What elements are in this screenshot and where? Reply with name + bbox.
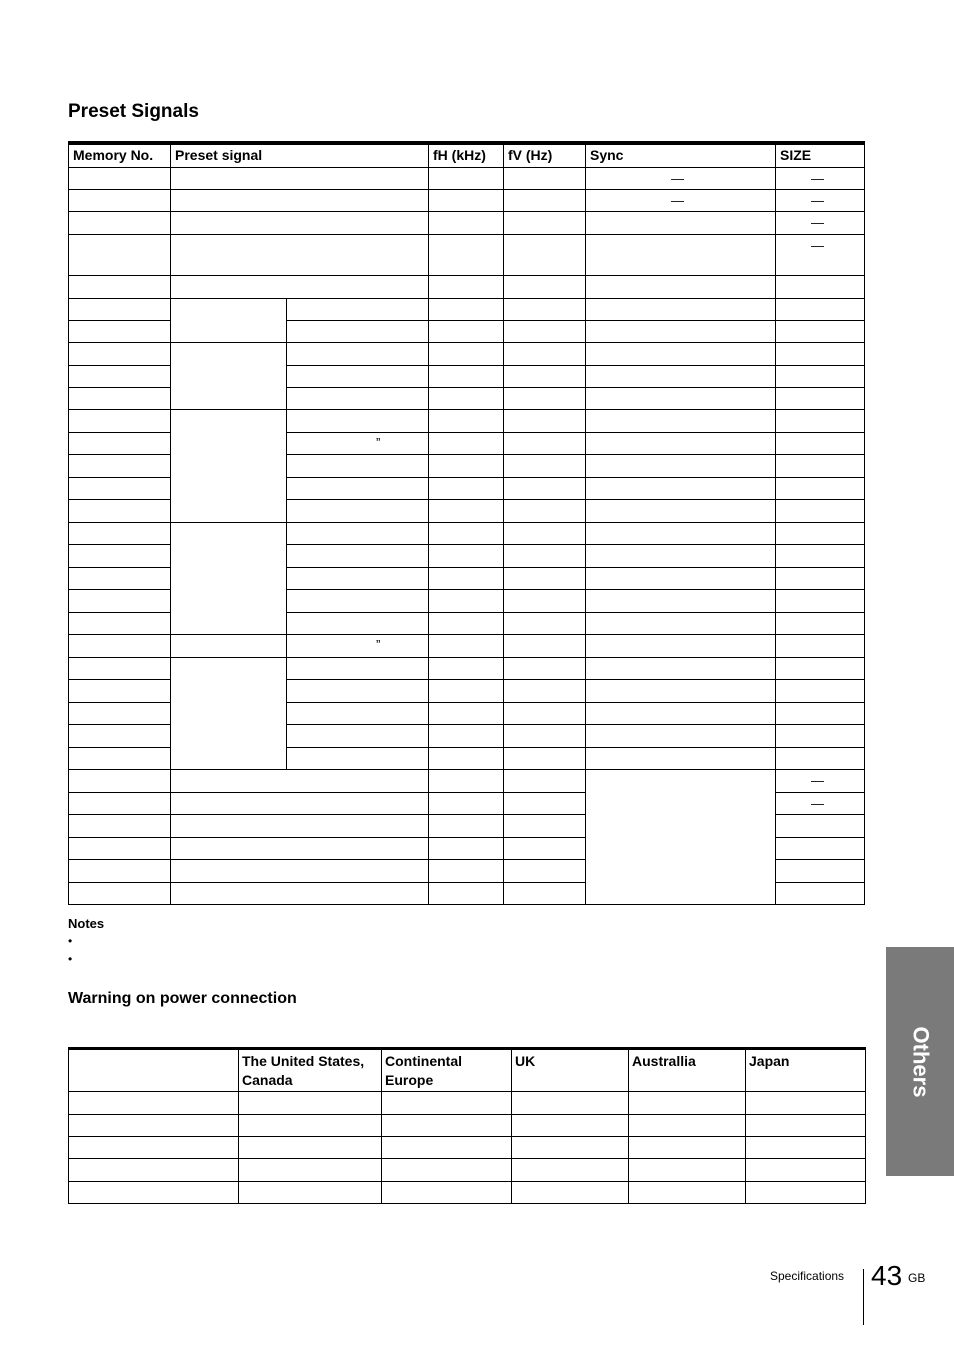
table-rule [68,522,865,523]
column-rule [170,144,171,904]
dash-mark: — [811,215,824,230]
column-rule [286,298,287,769]
table-rule [68,1114,866,1115]
dash-mark: — [671,193,684,208]
table-rule [68,657,865,658]
merged-mask [171,544,286,545]
column-rule [238,1050,239,1203]
footer-divider [863,1269,864,1325]
table-rule [68,167,865,168]
merged-mask [171,589,286,590]
note-bullet: • [68,952,73,966]
table-rule [68,769,865,770]
dash-mark: — [811,171,824,186]
merged-mask [171,387,286,388]
column-header: SIZE [780,147,812,163]
merged-mask [586,837,775,838]
table-rule [68,298,865,299]
column-header: Memory No. [73,147,154,163]
table-rule [68,409,865,410]
merged-mask [171,702,286,703]
merged-mask [586,814,775,815]
merged-mask [171,499,286,500]
merged-mask [171,454,286,455]
quote-mark: ” [376,435,381,450]
column-header: Australlia [632,1053,696,1069]
merged-mask [171,679,286,680]
column-header: Continental Europe [385,1053,462,1088]
merged-mask [171,724,286,725]
merged-mask [586,882,775,883]
table-rule [68,634,865,635]
table-rule [68,904,865,905]
page-number-suffix: GB [908,1271,926,1285]
column-rule [511,1050,512,1203]
column-rule [503,144,504,904]
column-header: Sync [590,147,624,163]
notes-label: Notes [68,916,105,931]
column-header: fH (kHz) [433,147,486,163]
column-rule [68,1050,69,1203]
table-rule [68,342,865,343]
column-rule [745,1050,746,1203]
column-header: fV (Hz) [508,147,553,163]
dash-mark: — [811,193,824,208]
dash-mark: — [811,773,824,788]
table-rule [68,275,865,276]
column-header: UK [515,1053,536,1069]
dash-mark: — [671,171,684,186]
column-rule [428,144,429,904]
column-rule [628,1050,629,1203]
merged-mask [171,747,286,748]
dash-mark: — [811,796,824,811]
merged-mask [171,567,286,568]
dash-mark: — [811,238,824,253]
merged-mask [171,432,286,433]
column-header: Preset signal [175,147,263,163]
page-title: Preset Signals [68,101,199,122]
table-rule [68,1181,866,1182]
column-rule [865,1050,866,1203]
merged-mask [586,859,775,860]
footer-section-name: Specifications [770,1269,845,1283]
table-rule [68,1203,866,1204]
table-rule [68,211,865,212]
table-top-rule [68,141,865,145]
preset-signals-table [68,141,865,905]
table-rule [68,189,865,190]
table-rule [68,1091,866,1092]
power-connection-table [68,1047,866,1204]
column-header: Japan [749,1053,790,1069]
table-rule [68,234,865,235]
merged-mask [171,320,286,321]
section-tab [886,947,954,1176]
quote-mark: ” [376,637,381,652]
column-rule [381,1050,382,1203]
merged-mask [171,612,286,613]
table-rule [68,1136,866,1137]
section-tab-label: Others [908,1026,934,1097]
page-number: 43 [871,1260,903,1291]
merged-mask [171,477,286,478]
note-bullet: • [68,934,73,948]
table-rule [68,1158,866,1159]
warning-heading: Warning on power connection [68,990,297,1007]
merged-mask [171,365,286,366]
column-rule [864,144,865,904]
column-rule [585,144,586,904]
column-rule [775,144,776,904]
table-top-rule [68,1047,866,1050]
column-header: The United States, Canada [242,1053,365,1088]
merged-mask [586,792,775,793]
column-rule [68,144,69,904]
